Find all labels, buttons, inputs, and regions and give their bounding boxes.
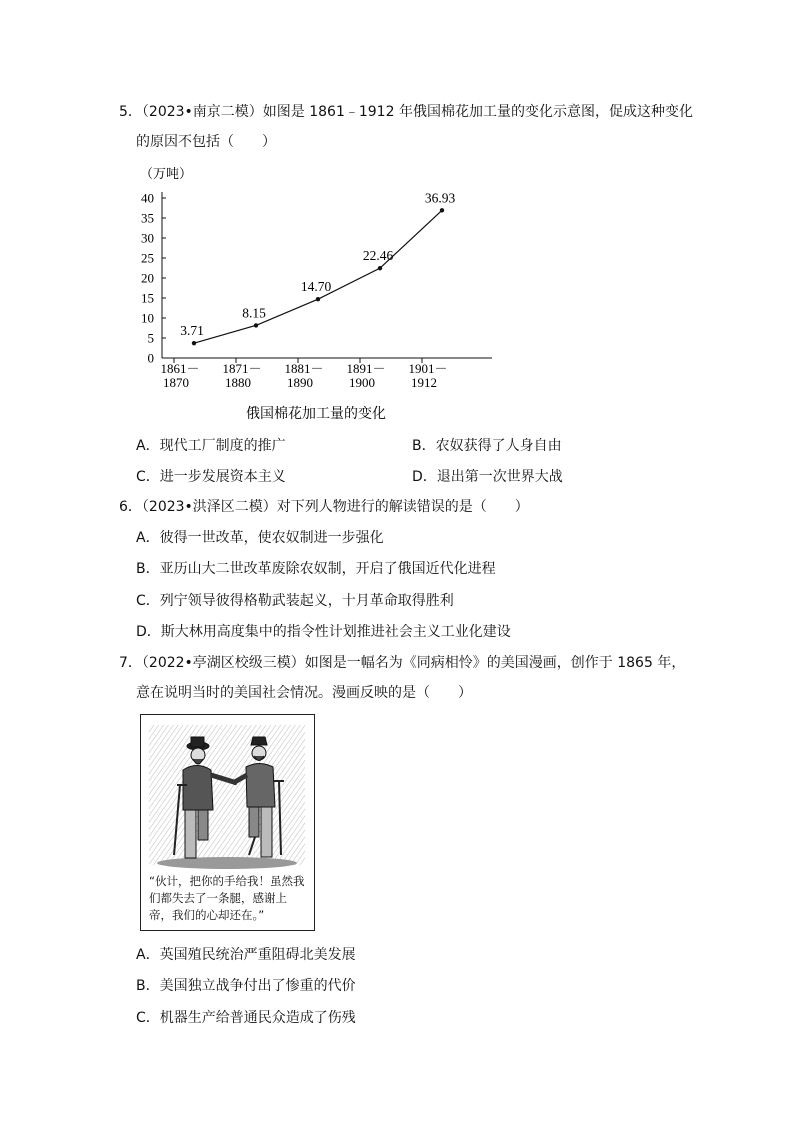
x-tick-label: 1891－ bbox=[346, 361, 386, 376]
q7-option-c[interactable]: C．机器生产给普通民众造成了伤残 bbox=[136, 1010, 356, 1026]
chart-title: 俄国棉花加工量的变化 bbox=[246, 407, 386, 422]
y-tick-label: 30 bbox=[141, 230, 154, 246]
chart-unit-label: （万吨） bbox=[140, 166, 193, 181]
y-tick-label: 35 bbox=[141, 210, 154, 226]
data-point bbox=[192, 341, 196, 345]
x-tick-label: 1871－ bbox=[222, 361, 262, 376]
data-point bbox=[378, 266, 382, 270]
x-tick-label: 1881－ bbox=[284, 361, 324, 376]
y-tick-label: 10 bbox=[141, 310, 154, 326]
cotton-chart bbox=[130, 160, 510, 430]
q6-option-c[interactable]: C．列宁领导彼得格勒武装起义，十月革命取得胜利 bbox=[136, 593, 454, 609]
data-label: 14.70 bbox=[300, 279, 332, 295]
data-label: 8.15 bbox=[242, 305, 266, 321]
x-tick-label: 1890 bbox=[287, 375, 313, 390]
q7-stem-line2: 意在说明当时的美国社会情况。漫画反映的是（ ） bbox=[136, 685, 472, 701]
q5-option-c[interactable]: C．进一步发展资本主义 bbox=[136, 469, 286, 485]
data-point bbox=[440, 208, 444, 212]
x-tick-label: 1900 bbox=[349, 375, 375, 390]
data-point bbox=[254, 323, 258, 327]
q5-option-b[interactable]: B．农奴获得了人身自由 bbox=[412, 438, 562, 454]
cartoon-illustration bbox=[141, 715, 313, 870]
x-tick-label: 1901－ bbox=[408, 361, 448, 376]
data-label: 22.46 bbox=[362, 248, 394, 264]
x-tick-label: 1880 bbox=[225, 375, 251, 390]
q7-option-b[interactable]: B．美国独立战争付出了惨重的代价 bbox=[136, 978, 356, 994]
q5-stem-line1: 5．（2023•南京二模）如图是 1861﹣1912 年俄国棉花加工量的变化示意图，促成这种变化 bbox=[119, 104, 693, 120]
q5-option-d[interactable]: D．退出第一次世界大战 bbox=[412, 469, 563, 485]
y-tick-label: 5 bbox=[147, 330, 154, 346]
q7-stem-line1: 7．（2022•亭湖区校级三模）如图是一幅名为《同病相怜》的美国漫画，创作于 1865 年， bbox=[119, 655, 686, 671]
cartoon-frame bbox=[140, 714, 315, 931]
q6-option-d[interactable]: D．斯大林用高度集中的指令性计划推进社会主义工业化建设 bbox=[136, 624, 511, 640]
data-label: 36.93 bbox=[424, 190, 456, 206]
y-tick-label: 40 bbox=[141, 190, 154, 206]
q6-stem: 6．（2023•洪泽区二模）对下列人物进行的解读错误的是（ ） bbox=[119, 499, 529, 515]
q6-option-b[interactable]: B．亚历山大二世改革废除农奴制，开启了俄国近代化进程 bbox=[136, 561, 496, 577]
q5-stem-line2: 的原因不包括（ ） bbox=[136, 134, 276, 150]
y-tick-label: 25 bbox=[141, 250, 154, 266]
series-line bbox=[194, 210, 442, 343]
data-point bbox=[316, 297, 320, 301]
q5-option-a[interactable]: A．现代工厂制度的推广 bbox=[136, 438, 286, 454]
q6-option-a[interactable]: A．彼得一世改革，使农奴制进一步强化 bbox=[136, 530, 384, 546]
y-tick-label: 15 bbox=[141, 290, 154, 306]
x-tick-label: 1861－ bbox=[160, 361, 200, 376]
x-tick-label: 1870 bbox=[163, 375, 189, 390]
q7-option-a[interactable]: A．英国殖民统治严重阻碍北美发展 bbox=[136, 947, 356, 963]
y-tick-label: 20 bbox=[141, 270, 154, 286]
data-label: 3.71 bbox=[180, 323, 204, 339]
x-tick-label: 1912 bbox=[411, 375, 437, 390]
y-tick-label: 0 bbox=[147, 350, 154, 366]
cartoon-caption: “伙计，把你的手给我！虽然我们都失去了一条腿，感谢上帝，我们的心却还在。” bbox=[149, 874, 305, 922]
